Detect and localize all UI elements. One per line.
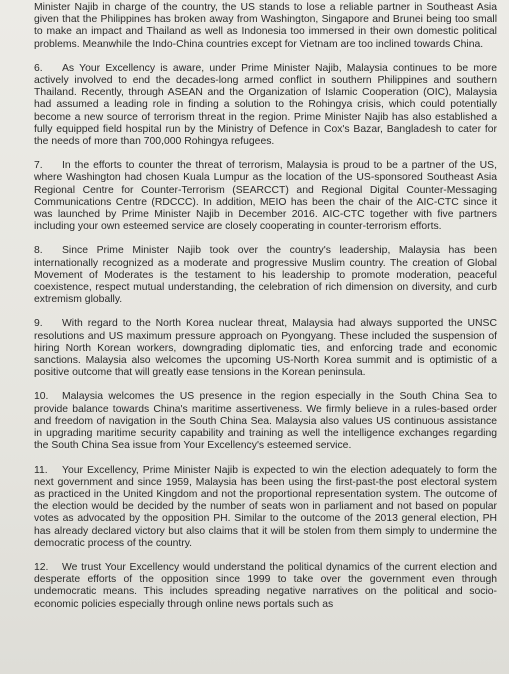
paragraph-number: 12. bbox=[34, 561, 49, 573]
paragraph-text: We trust Your Excellency would understand the political dynamics of the current election and desperate efforts of the opposition since 1999 to take over the government even through undemocratic means. This includes spreading negative narratives on the political and socio-economic policies especially through online news portals such as bbox=[34, 561, 497, 610]
paragraph-6 bbox=[34, 63, 497, 148]
paragraph-text: Malaysia welcomes the US presence in the region especially in the South China Sea to provide balance towards China's maritime assertiveness. We firmly believe in a rules-based order and freedom of navigation in the South China Sea. Malaysia also values US continuous assistance in upgrading maritime security capability and training as well the intelligence exchanges regarding the South China Sea issue from Your Excellency's esteemed service. bbox=[34, 391, 497, 452]
paragraph-8 bbox=[34, 245, 497, 306]
paragraph-number: 9. bbox=[34, 318, 43, 330]
paragraph-number: 7. bbox=[34, 160, 43, 172]
paragraph-text: In the efforts to counter the threat of terrorism, Malaysia is proud to be a partner of the US, where Washington had chosen Kuala Lumpur as the location of the US-sponsored Southeast Asia Regional Centre for Counter-Terrorism (SEARCCT) and Regional Digital Counter-Messaging Communications Centre (RDCCC). In addition, MEIO has been the chair of the AIC-CTC since it was launched by Prime Minister Najib in December 2016. AIC-CTC together with five partners including your own esteemed service are closely cooperating in counter-terrorism efforts. bbox=[34, 160, 497, 233]
paragraph-7 bbox=[34, 160, 497, 233]
paragraph-11 bbox=[34, 465, 497, 550]
paragraph-12 bbox=[34, 562, 497, 611]
paragraph-9 bbox=[34, 318, 497, 379]
paragraph-number: 11. bbox=[34, 464, 48, 476]
paragraph-text: As Your Excellency is aware, under Prime Minister Najib, Malaysia continues to be more actively involved to end the decades-long armed conflict in southern Philippines and southern Thailand. Recently, through ASEAN and the Organization of Islamic Cooperation (OIC), Malaysia had assumed a leading role in finding a solution to the Rohingya crisis, which could potentially become a new source of terrorism threat in the region. Prime Minister Najib has also established a fully equipped field hospital run by the Ministry of Defence in Cox's Bazar, Bangladesh to cater for the needs of more than 700,000 Rohingya refugees. bbox=[34, 62, 497, 148]
continuation-paragraph: Minister Najib in charge of the country, the US stands to lose a reliable partner in Southeast Asia given that the Philippines has broken away from Washington, Singapore and Brunei being too small to make an impact and Thailand as well as Indonesia too immersed in their own domestic political problems. Meanwhile the Indo-China countries except for Vietnam are too inclined towards China. bbox=[34, 2, 497, 50]
paragraph-number: 10. bbox=[34, 391, 49, 403]
paragraph-number: 6. bbox=[34, 62, 43, 74]
paragraph-10 bbox=[34, 391, 497, 452]
paragraph-number: 8. bbox=[34, 245, 43, 257]
paragraph-text: Since Prime Minister Najib took over the country's leadership, Malaysia has been internationally recognized as a moderate and progressive Muslim country. The creation of Global Movement of Moderates is the testament to his leadership to promote moderation, peaceful coexistence, respect mutual understanding, the celebration of rich dimension on diversity, and curb extremism globally. bbox=[34, 245, 497, 306]
paragraph-text: Your Excellency, Prime Minister Najib is expected to win the election adequately to form the next government and since 1959, Malaysia has been using the first-past-the post electoral system as practiced in the United Kingdom and not the proportional representation system. The outcome of the election would be decided by the number of seats won in parliament and not based on popular votes as advocated by the opposition PH. Similar to the outcome of the 2013 general election, PH has already declared victory but also claims that it will be stolen from them simply to undermine the democratic process of the country. bbox=[34, 464, 497, 549]
paragraph-text: With regard to the North Korea nuclear threat, Malaysia had always supported the UNSC resolutions and US maximum pressure approach on Pyongyang. These included the suspension of hiring North Korean workers, downgrading diplomatic ties, and enforcing trade and economic sanctions. Malaysia also welcomes the upcoming US-North Korea summit and is optimistic of a positive outcome that will greatly ease tensions in the Korean peninsula. bbox=[34, 318, 497, 379]
